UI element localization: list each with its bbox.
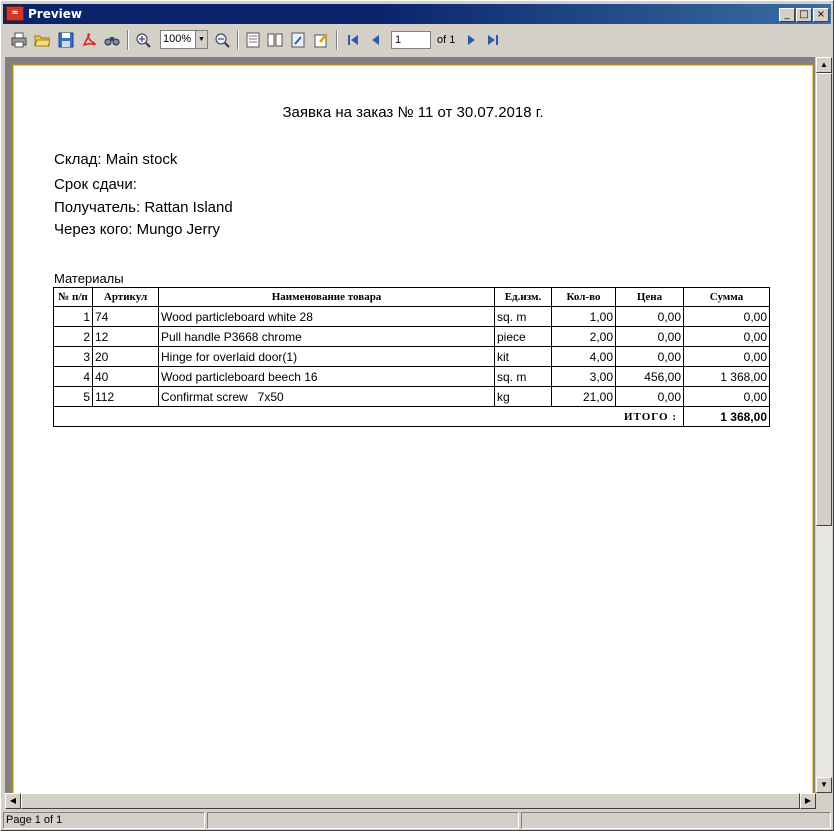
horizontal-scroll-thumb[interactable] <box>21 793 800 809</box>
header-cell: Ед.изм. <box>495 288 552 307</box>
table-cell: 456,00 <box>616 367 684 387</box>
table-row <box>54 347 770 367</box>
table-cell: 3 <box>54 347 93 367</box>
table-cell: kit <box>495 347 552 367</box>
table-cell: 0,00 <box>616 387 684 407</box>
table-cell: 1 <box>54 307 93 327</box>
table-cell: piece <box>495 327 552 347</box>
table-cell: sq. m <box>495 367 552 387</box>
toolbar-separator <box>336 30 338 50</box>
table-cell: 0,00 <box>616 347 684 367</box>
pdf-export-icon[interactable] <box>79 30 99 50</box>
page-number-input[interactable]: 1 <box>391 31 431 49</box>
table-cell: 0,00 <box>684 387 770 407</box>
table-cell: 12 <box>93 327 159 347</box>
scroll-left-icon[interactable]: ◀ <box>5 793 21 809</box>
table-cell: 0,00 <box>616 307 684 327</box>
chevron-down-icon[interactable]: ▼ <box>195 31 207 48</box>
field-warehouse: Склад: Main stock <box>54 151 178 168</box>
materials-table <box>53 287 770 427</box>
app-logo-icon: ≈ <box>6 6 24 21</box>
table-row <box>54 327 770 347</box>
table-cell: 2,00 <box>552 327 616 347</box>
toolbar <box>3 26 833 54</box>
table-cell: 5 <box>54 387 93 407</box>
table-cell: sq. m <box>495 307 552 327</box>
materials-label: Материалы <box>54 271 124 286</box>
header-cell: № п/п <box>54 288 93 307</box>
header-cell: Кол-во <box>552 288 616 307</box>
table-cell: Wood particleboard white 28 <box>159 307 495 327</box>
vertical-scroll-thumb[interactable] <box>816 73 832 526</box>
maximize-button[interactable]: □ <box>796 8 812 22</box>
zoom-in-icon[interactable] <box>133 30 153 50</box>
field-via: Через кого: Mungo Jerry <box>54 221 220 238</box>
table-cell: 1 368,00 <box>684 367 770 387</box>
two-pages-icon[interactable] <box>265 30 285 50</box>
last-page-icon[interactable] <box>483 30 503 50</box>
table-row <box>54 307 770 327</box>
scroll-down-icon[interactable]: ▼ <box>816 777 832 793</box>
header-cell: Цена <box>616 288 684 307</box>
table-cell: 21,00 <box>552 387 616 407</box>
window-title: Preview <box>28 7 83 21</box>
page-setup-icon[interactable] <box>243 30 263 50</box>
status-panel <box>207 812 519 829</box>
edit-icon[interactable] <box>311 30 331 50</box>
table-cell: 4 <box>54 367 93 387</box>
document-page <box>13 65 813 793</box>
table-header-row <box>54 288 770 307</box>
close-button[interactable]: × <box>813 8 829 22</box>
header-cell: Сумма <box>684 288 770 307</box>
zoom-out-icon[interactable] <box>212 30 232 50</box>
table-cell: 0,00 <box>684 327 770 347</box>
zoom-value: 100% <box>163 33 192 45</box>
table-cell: Hinge for overlaid door(1) <box>159 347 495 367</box>
minimize-button[interactable]: _ <box>779 8 795 22</box>
header-cell: Наименование товара <box>159 288 495 307</box>
table-cell: 112 <box>93 387 159 407</box>
table-cell: 20 <box>93 347 159 367</box>
previous-page-icon[interactable] <box>366 30 386 50</box>
table-row <box>54 387 770 407</box>
vertical-scrollbar[interactable] <box>816 57 832 793</box>
table-cell: 74 <box>93 307 159 327</box>
status-page-info: Page 1 of 1 <box>3 812 205 829</box>
table-cell: 0,00 <box>684 307 770 327</box>
field-due-date: Срок сдачи: <box>54 176 137 193</box>
table-cell: 2 <box>54 327 93 347</box>
toolbar-separator <box>237 30 239 50</box>
table-cell: 3,00 <box>552 367 616 387</box>
properties-icon[interactable] <box>288 30 308 50</box>
table-cell: Confirmat screw 7x50 <box>159 387 495 407</box>
scroll-up-icon[interactable]: ▲ <box>816 57 832 73</box>
open-icon[interactable] <box>32 30 52 50</box>
table-cell: kg <box>495 387 552 407</box>
status-bar <box>3 811 833 830</box>
table-cell: 0,00 <box>684 347 770 367</box>
toolbar-separator <box>127 30 129 50</box>
table-cell: Wood particleboard beech 16 <box>159 367 495 387</box>
total-row <box>54 407 770 427</box>
table-row <box>54 367 770 387</box>
field-recipient: Получатель: Rattan Island <box>54 199 233 216</box>
table-cell: Pull handle P3668 chrome <box>159 327 495 347</box>
total-value: 1 368,00 <box>684 407 770 427</box>
next-page-icon[interactable] <box>461 30 481 50</box>
table-cell: 4,00 <box>552 347 616 367</box>
save-icon[interactable] <box>56 30 76 50</box>
table-cell: 40 <box>93 367 159 387</box>
title-bar <box>3 4 831 24</box>
horizontal-scrollbar[interactable] <box>5 793 816 809</box>
print-icon[interactable] <box>9 30 29 50</box>
first-page-icon[interactable] <box>343 30 363 50</box>
find-icon[interactable] <box>102 30 122 50</box>
header-cell: Артикул <box>93 288 159 307</box>
page-count-label: of 1 <box>437 34 456 46</box>
table-cell: 0,00 <box>616 327 684 347</box>
document-title: Заявка на заказ № 11 от 30.07.2018 г. <box>282 104 544 121</box>
scroll-right-icon[interactable]: ▶ <box>800 793 816 809</box>
preview-viewport[interactable] <box>5 57 815 793</box>
status-panel <box>521 812 831 829</box>
zoom-select[interactable] <box>160 30 208 49</box>
total-label: ИТОГО : <box>54 407 684 427</box>
table-cell: 1,00 <box>552 307 616 327</box>
